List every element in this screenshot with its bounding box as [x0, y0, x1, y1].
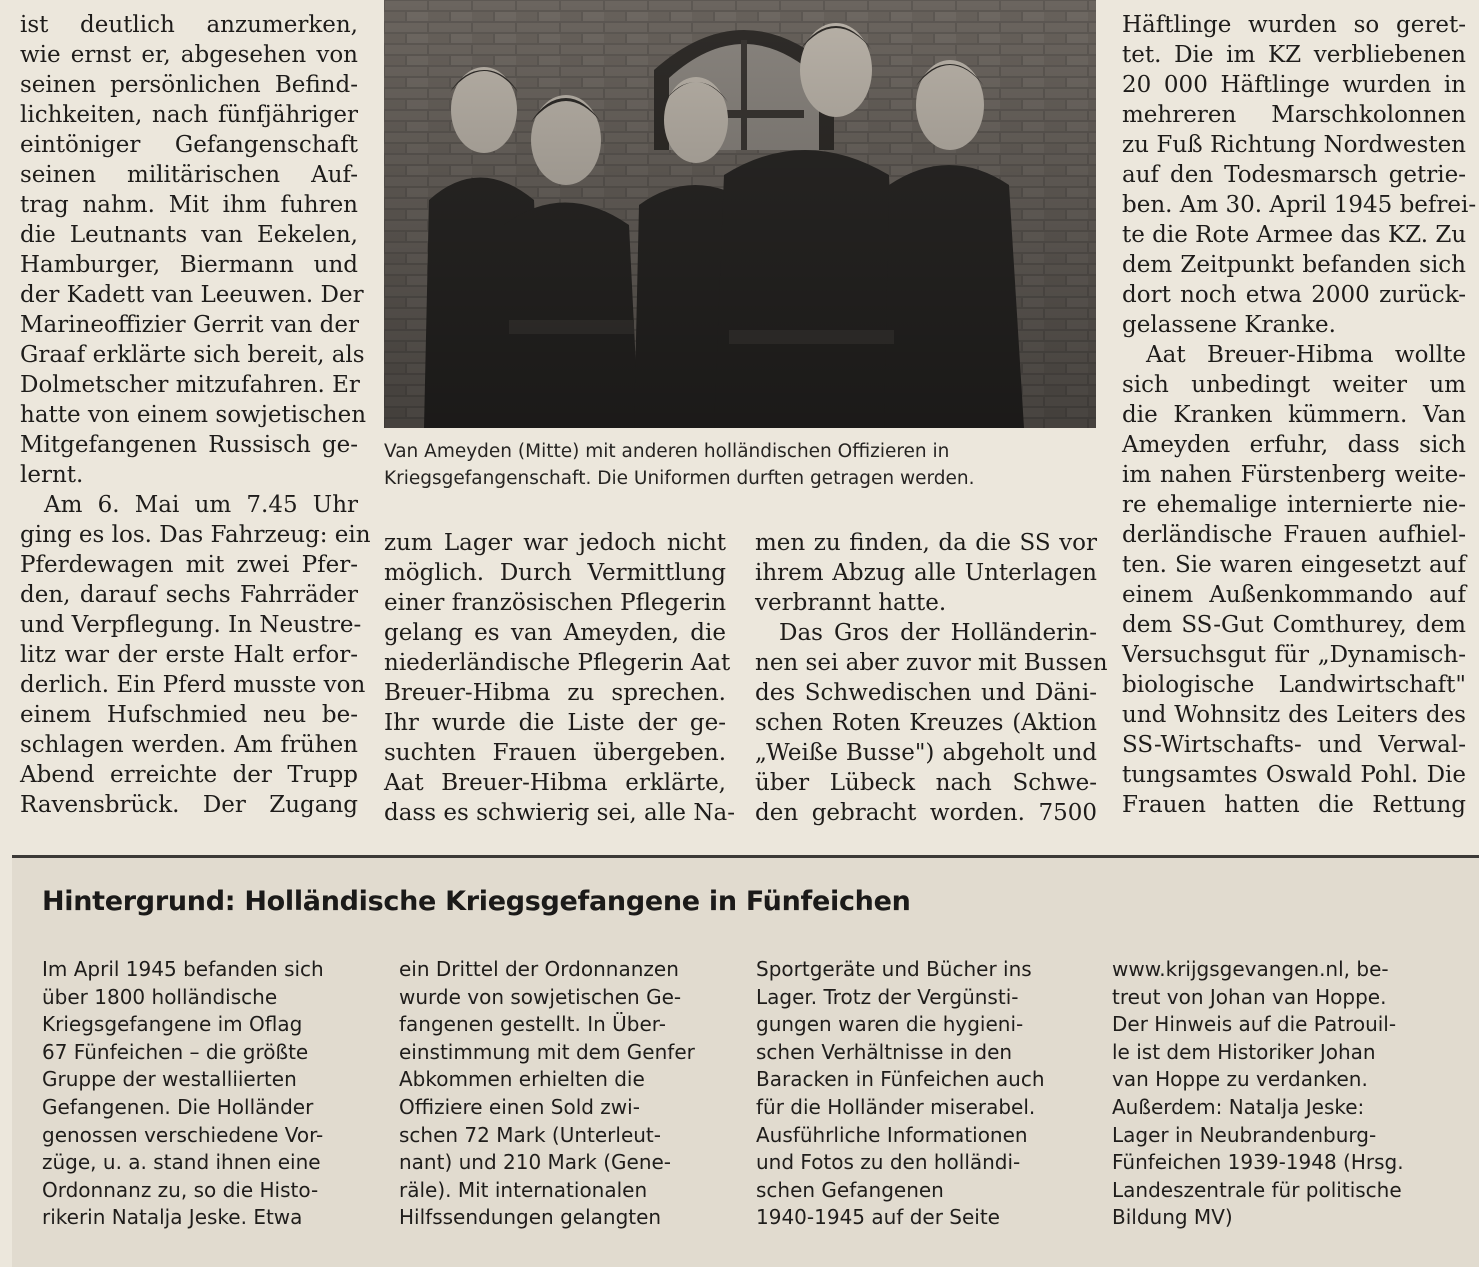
- text-line: derlich. Ein Pferd musste von: [20, 672, 366, 698]
- text-line: wurde von sowjetischen Ge-: [399, 984, 682, 1009]
- text-line: 1940-1945 auf der Seite: [756, 1205, 1000, 1230]
- text-line: Der Hinweis auf die Patrouil-: [1112, 1012, 1397, 1037]
- text-line: le ist dem Historiker Johan: [1112, 1039, 1376, 1064]
- text-line: im nahen Fürstenberg weite-: [1122, 462, 1466, 488]
- photo-caption: [384, 438, 1096, 492]
- text-line: SS-Wirtschafts- und Verwal-: [1122, 732, 1466, 758]
- text-line: rikerin Natalja Jeske. Etwa: [42, 1205, 303, 1230]
- text-line: gelassene Kranke.: [1122, 312, 1336, 338]
- text-line: nant) und 210 Mark (Gene-: [399, 1150, 672, 1175]
- text-line: Hamburger, Biermann und: [20, 252, 358, 278]
- text-line: wie ernst er, abgesehen von: [20, 42, 358, 68]
- text-line: Am 6. Mai um 7.45 Uhr: [44, 492, 358, 518]
- text-line: dem Zeitpunkt befanden sich: [1122, 252, 1466, 278]
- text-line: Außerdem: Natalja Jeske:: [1112, 1094, 1365, 1119]
- text-line: derländische Frauen aufhiel-: [1122, 522, 1466, 548]
- text-line: den gebracht worden. 7500: [755, 800, 1097, 826]
- text-line: ging es los. Das Fahrzeug: ein: [20, 522, 371, 548]
- text-line: für die Holländer miserabel.: [756, 1094, 1036, 1119]
- text-line: re ehemalige internierte nie-: [1122, 492, 1466, 518]
- background-column-4: [1112, 956, 1457, 1232]
- text-line: Gefangenen. Die Holländer: [42, 1094, 314, 1119]
- text-line: einstimmung mit dem Genfer: [399, 1039, 695, 1064]
- text-line: schen Verhältnisse in den: [756, 1039, 1013, 1064]
- text-line: sich unbedingt weiter um: [1122, 372, 1466, 398]
- text-line: Landeszentrale für politische: [1112, 1177, 1402, 1202]
- text-line: ihrem Abzug alle Unterlagen: [755, 560, 1097, 586]
- text-line: die Kranken kümmern. Van: [1122, 402, 1466, 428]
- text-line: Bildung MV): [1112, 1205, 1233, 1230]
- text-line: schen Roten Kreuzes (Aktion: [755, 710, 1097, 736]
- text-line: Versuchsgut für „Dynamisch-: [1122, 642, 1466, 668]
- text-line: tungsamtes Oswald Pohl. Die: [1122, 762, 1466, 788]
- text-line: Ausführliche Informationen: [756, 1122, 1028, 1147]
- text-line: und Verpflegung. In Neustre-: [20, 612, 362, 638]
- text-line: ten. Sie waren eingesetzt auf: [1122, 552, 1466, 578]
- text-line: die Leutnants van Eekelen,: [20, 222, 358, 248]
- text-line: Frauen hatten die Rettung: [1122, 792, 1466, 818]
- text-line: Gruppe der westalliierten: [42, 1067, 297, 1092]
- article-column-2: [384, 528, 735, 828]
- text-line: suchten Frauen übergeben.: [384, 740, 726, 766]
- text-line: fangenen gestellt. In Über-: [399, 1012, 666, 1037]
- text-line: biologische Landwirtschaft": [1122, 672, 1466, 698]
- text-line: zum Lager war jedoch nicht: [384, 530, 726, 556]
- background-column-2: [399, 956, 729, 1232]
- text-line: Häftlinge wurden so geret-: [1122, 12, 1466, 38]
- text-line: Pferdewagen mit zwei Pfer-: [20, 552, 358, 578]
- background-headline: Hintergrund: Holländische Kriegsgefangene in Fünfeichen: [42, 886, 911, 917]
- text-line: ist deutlich anzumerken,: [20, 12, 358, 38]
- text-line: schen Gefangenen: [756, 1177, 944, 1202]
- text-line: gelang es van Ameyden, die: [384, 620, 726, 646]
- officers-photo-image: [384, 0, 1096, 428]
- text-line: Marineoffizier Gerrit van der: [20, 312, 360, 338]
- text-line: lernt.: [20, 462, 84, 488]
- caption-line: Van Ameyden (Mitte) mit anderen holländischen Offizieren in: [384, 441, 950, 462]
- text-line: www.krijgsgevangen.nl, be-: [1112, 957, 1389, 981]
- text-line: litz war der erste Halt erfor-: [20, 642, 358, 668]
- text-line: Ameyden erfuhr, dass sich: [1122, 432, 1466, 458]
- text-line: „Weiße Busse") abgeholt und: [755, 740, 1097, 766]
- text-line: einem Außenkommando auf: [1122, 582, 1466, 608]
- background-column-3: [756, 956, 1086, 1232]
- text-line: hatte von einem sowjetischen: [20, 402, 367, 428]
- text-line: seinen militärischen Auf-: [20, 162, 358, 188]
- text-line: Breuer-Hibma zu sprechen.: [384, 680, 726, 706]
- text-line: Offiziere einen Sold zwi-: [399, 1094, 640, 1119]
- text-line: van Hoppe zu verdanken.: [1112, 1067, 1368, 1092]
- text-line: mehreren Marschkolonnen: [1122, 102, 1466, 128]
- text-line: lichkeiten, nach fünfjähriger: [20, 102, 358, 128]
- text-line: Lager. Trotz der Vergünsti-: [756, 984, 1019, 1009]
- text-line: genossen verschiedene Vor-: [42, 1122, 324, 1147]
- caption-line: Kriegsgefangenschaft. Die Uniformen durften getragen werden.: [384, 468, 975, 489]
- text-line: der Kadett van Leeuwen. Der: [20, 282, 364, 308]
- article-photo: [384, 0, 1096, 428]
- text-line: ben. Am 30. April 1945 befrei-: [1122, 192, 1477, 218]
- text-line: über 1800 holländische: [42, 984, 278, 1009]
- text-line: tet. Die im KZ verbliebenen: [1122, 42, 1466, 68]
- text-line: trag nahm. Mit ihm fuhren: [20, 192, 358, 218]
- text-line: Abkommen erhielten die: [399, 1067, 645, 1092]
- text-line: men zu finden, da die SS vor: [755, 530, 1097, 556]
- text-line: Aat Breuer-Hibma erklärte,: [384, 770, 726, 796]
- text-line: ein Drittel der Ordonnanzen: [399, 957, 679, 981]
- text-line: Hilfssendungen gelangten: [399, 1205, 662, 1230]
- text-line: Baracken in Fünfeichen auch: [756, 1067, 1045, 1092]
- text-line: den, darauf sechs Fahrräder: [20, 582, 358, 608]
- text-line: Ravensbrück. Der Zugang: [20, 792, 358, 818]
- background-column-1: [42, 956, 372, 1232]
- text-line: eintöniger Gefangenschaft: [20, 132, 358, 158]
- text-line: treut von Johan van Hoppe.: [1112, 984, 1387, 1009]
- text-line: Ordonnanz zu, so die Histo-: [42, 1177, 319, 1202]
- text-line: Abend erreichte der Trupp: [20, 762, 358, 788]
- text-line: einem Hufschmied neu be-: [20, 702, 358, 728]
- text-line: Graaf erklärte sich bereit, als: [20, 342, 365, 368]
- text-line: te die Rote Armee das KZ. Zu: [1122, 222, 1467, 248]
- text-line: und Wohnsitz des Leiters des: [1122, 702, 1466, 728]
- text-line: nen sei aber zuvor mit Bussen: [755, 650, 1108, 676]
- text-line: zu Fuß Richtung Nordwesten: [1122, 132, 1466, 158]
- text-line: verbrannt hatte.: [755, 590, 947, 616]
- text-line: gungen waren die hygieni-: [756, 1012, 1024, 1037]
- text-line: schlagen werden. Am frühen: [20, 732, 358, 758]
- text-line: Kriegsgefangene im Oflag: [42, 1012, 303, 1037]
- text-line: Ihr wurde die Liste der ge-: [384, 710, 726, 736]
- text-line: über Lübeck nach Schwe-: [755, 770, 1097, 796]
- text-line: auf den Todesmarsch getrie-: [1122, 162, 1466, 188]
- text-line: Dolmetscher mitzufahren. Er: [20, 372, 360, 398]
- article-column-3: [755, 528, 1108, 828]
- text-line: möglich. Durch Vermittlung: [384, 560, 726, 586]
- text-line: einer französischen Pflegerin: [384, 590, 727, 616]
- text-line: Lager in Neubrandenburg-: [1112, 1122, 1377, 1147]
- text-line: dort noch etwa 2000 zurück-: [1122, 282, 1466, 308]
- text-line: 67 Fünfeichen – die größte: [42, 1039, 309, 1064]
- text-line: des Schwedischen und Däni-: [755, 680, 1097, 706]
- text-line: Sportgeräte und Bücher ins: [756, 957, 1032, 981]
- text-line: niederländische Pflegerin Aat: [384, 650, 731, 676]
- text-line: räle). Mit internationalen: [399, 1177, 648, 1202]
- text-line: Fünfeichen 1939-1948 (Hrsg.: [1112, 1150, 1404, 1175]
- article-column-4: [1122, 10, 1477, 820]
- text-line: Mitgefangenen Russisch ge-: [20, 432, 358, 458]
- text-line: 20 000 Häftlinge wurden in: [1122, 72, 1466, 98]
- text-line: Im April 1945 befanden sich: [42, 957, 324, 981]
- article-column-1: [20, 10, 371, 820]
- text-line: und Fotos zu den holländi-: [756, 1150, 1021, 1175]
- text-line: dem SS-Gut Comthurey, dem: [1122, 612, 1466, 638]
- text-line: schen 72 Mark (Unterleut-: [399, 1122, 661, 1147]
- text-line: seinen persönlichen Befind-: [20, 72, 358, 98]
- text-line: züge, u. a. stand ihnen eine: [42, 1150, 321, 1175]
- text-line: Das Gros der Holländerin-: [779, 620, 1097, 646]
- text-line: dass es schwierig sei, alle Na-: [384, 800, 735, 826]
- text-line: Aat Breuer-Hibma wollte: [1146, 342, 1466, 368]
